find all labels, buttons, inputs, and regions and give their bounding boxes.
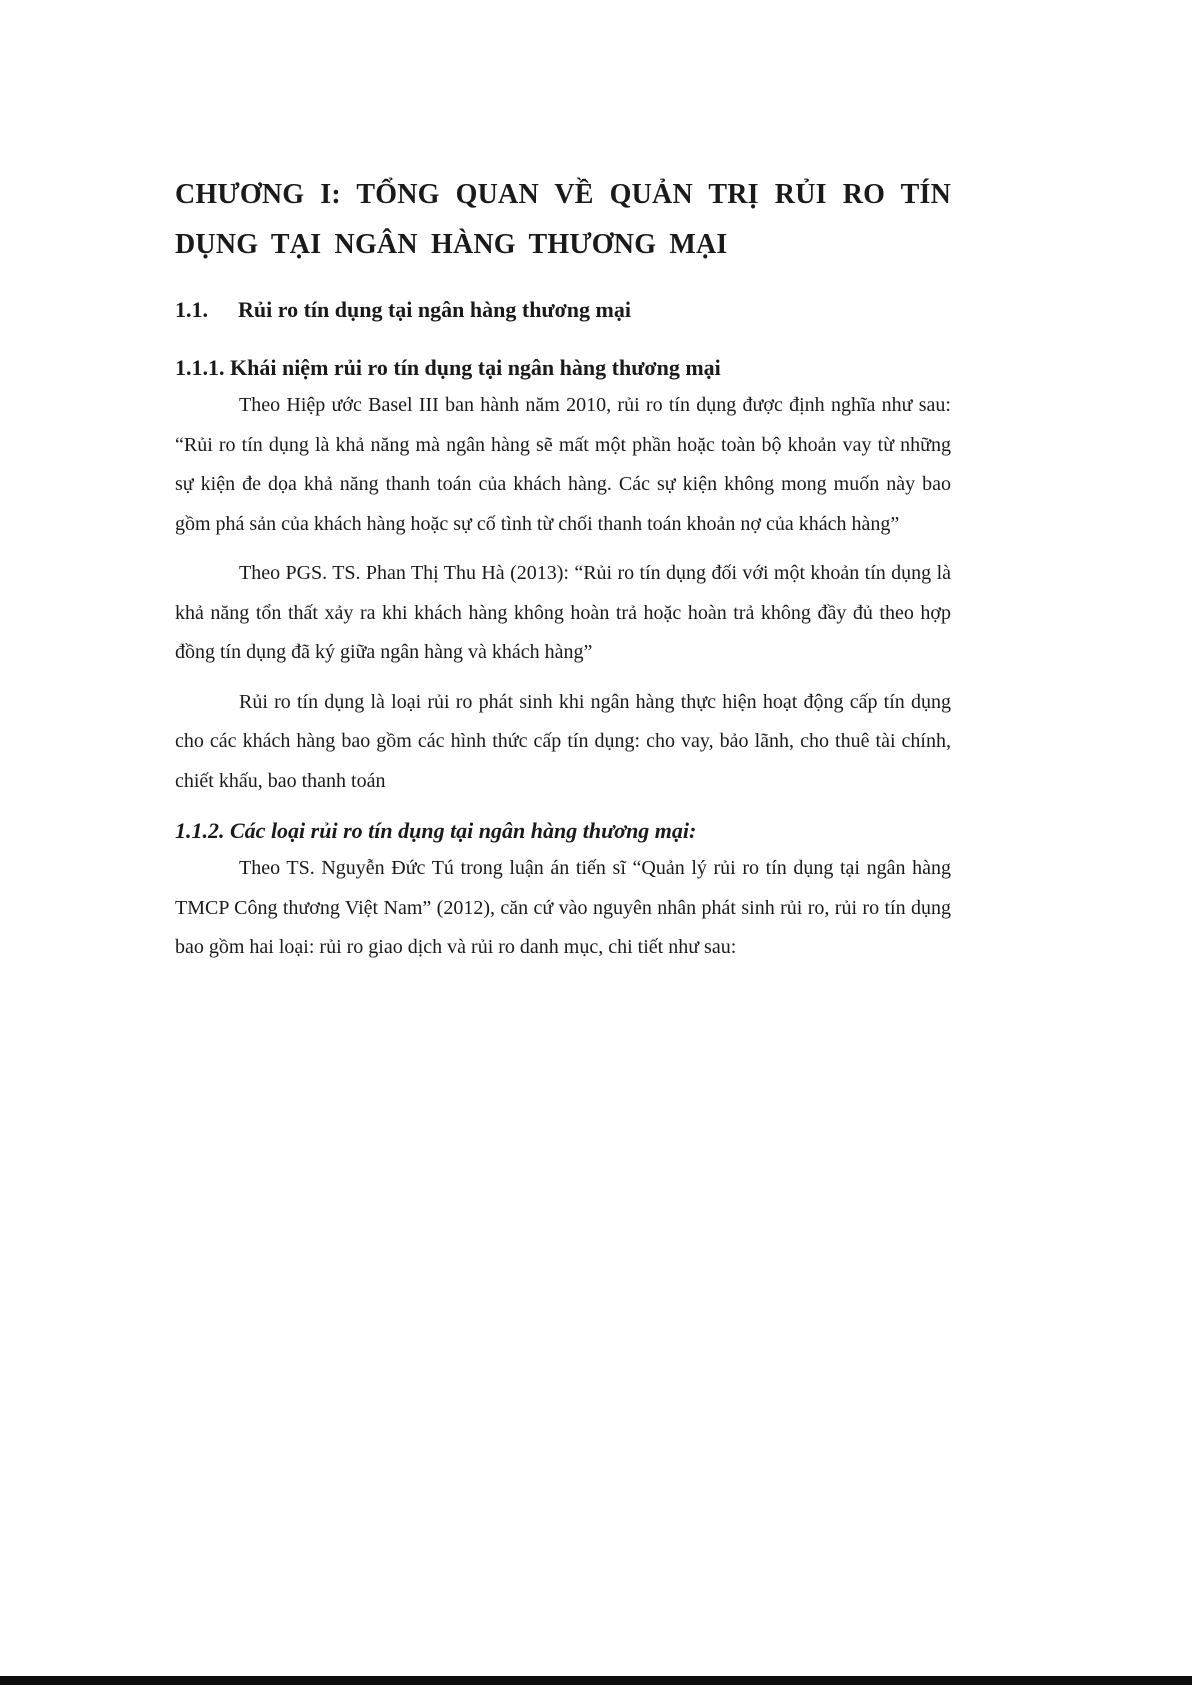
- section-title: Rủi ro tín dụng tại ngân hàng thương mại: [238, 297, 631, 322]
- paragraph-basel-definition: Theo Hiệp ước Basel III ban hành năm 2010, rủi ro tín dụng được định nghĩa như sau: “Rủi ro tín dụng là khả năng mà ngân hàng sẽ mất một phần hoặc toàn bộ khoản vay từ những sự kiện đe dọa khả năng thanh toán của khách hàng. Các sự kiện không mong muốn này bao gồm phá sản của khách hàng hoặc sự cố tình từ chối thanh toán khoản nợ của khách hàng”: [175, 394, 951, 535]
- subsection-heading-1-1-2: 1.1.2. Các loại rủi ro tín dụng tại ngân hàng thương mại:: [175, 818, 697, 843]
- chapter-title: CHƯƠNG I: TỔNG QUAN VỀ QUẢN TRỊ RỦI RO TÍN DỤNG TẠI NGÂN HÀNG THƯƠNG MẠI: [175, 179, 951, 260]
- section-heading-1-1: [175, 292, 951, 328]
- paragraph-credit-risk-scope: Rủi ro tín dụng là loại rủi ro phát sinh khi ngân hàng thực hiện hoạt động cấp tín dụng cho các khách hàng bao gồm các hình thức cấp tín dụng: cho vay, bảo lãnh, cho thuê tài chính, chiết khấu, bao thanh toán: [175, 690, 951, 792]
- paragraph-credit-risk-types: Theo TS. Nguyễn Đức Tú trong luận án tiến sĩ “Quản lý rủi ro tín dụng tại ngân hàng TMCP Công thương Việt Nam” (2012), căn cứ vào nguyên nhân phát sinh rủi ro, rủi ro tín dụng bao gồm hai loại: rủi ro giao dịch và rủi ro danh mục, chi tiết như sau:: [175, 857, 951, 958]
- page-bottom-edge: [0, 1676, 1192, 1685]
- paragraph-phan-thi-thu-ha-definition: Theo PGS. TS. Phan Thị Thu Hà (2013): “Rủi ro tín dụng đối với một khoản tín dụng là khả năng tổn thất xảy ra khi khách hàng không hoàn trả hoặc hoàn trả không đầy đủ theo hợp đồng tín dụng đã ký giữa ngân hàng và khách hàng”: [175, 562, 951, 663]
- section-number: 1.1.: [175, 297, 208, 322]
- page-content: [175, 170, 951, 968]
- subsection-heading-1-1-1: 1.1.1. Khái niệm rủi ro tín dụng tại ngân hàng thương mại: [175, 355, 721, 380]
